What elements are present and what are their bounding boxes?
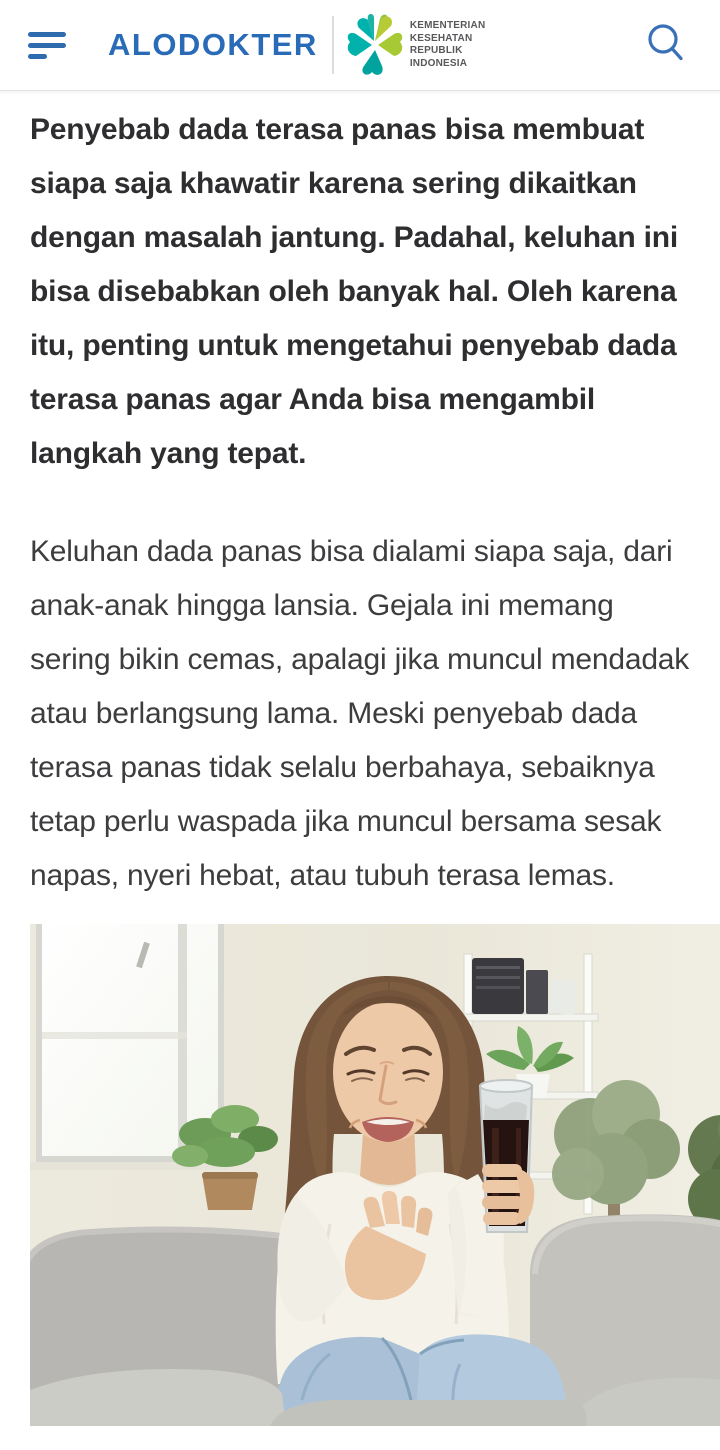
- hamburger-bar: [28, 43, 66, 48]
- lead-paragraph: Penyebab dada terasa panas bisa membuat siapa saja khawatir karena sering dikaitkan dengan masalah jantung. Padahal, keluhan ini bisa disebabkan oleh banyak hal. Oleh karena itu, penting untuk mengetahui penyebab dada terasa panas agar Anda bisa mengambil langkah yang tepat.: [30, 113, 679, 470]
- hamburger-bar: [28, 32, 66, 37]
- ministry-line: REPUBLIK: [409, 45, 463, 56]
- kemenkes-logo: [346, 14, 486, 76]
- article-photo: [30, 924, 720, 1426]
- article-content: [0, 91, 720, 1426]
- body-paragraph: Keluhan dada panas bisa dialami siapa saja, dari anak-anak hingga lansia. Gejala ini memang sering bikin cemas, apalagi jika muncul mendadak atau berlangsung lama. Meski penyebab dada terasa panas tidak selalu berbahaya, sebaiknya tetap perlu waspada jika muncul bersama sesak napas, nyeri hebat, atau tubuh terasa lemas.: [30, 535, 690, 892]
- ministry-line: KEMENTERIAN: [409, 20, 486, 31]
- header-divider: [332, 16, 334, 74]
- ministry-line: INDONESIA: [409, 57, 468, 69]
- alodokter-logo[interactable]: ALODOKTER: [108, 27, 318, 62]
- hamburger-menu-icon[interactable]: [28, 28, 68, 62]
- search-icon[interactable]: [640, 17, 692, 74]
- kemenkes-clover-icon: [346, 14, 404, 76]
- ministry-line: KESEHATAN: [409, 32, 473, 44]
- app-header: [0, 0, 720, 91]
- photo-illustration: [30, 924, 720, 1426]
- hamburger-bar: [28, 54, 47, 59]
- ministry-name: [410, 20, 486, 70]
